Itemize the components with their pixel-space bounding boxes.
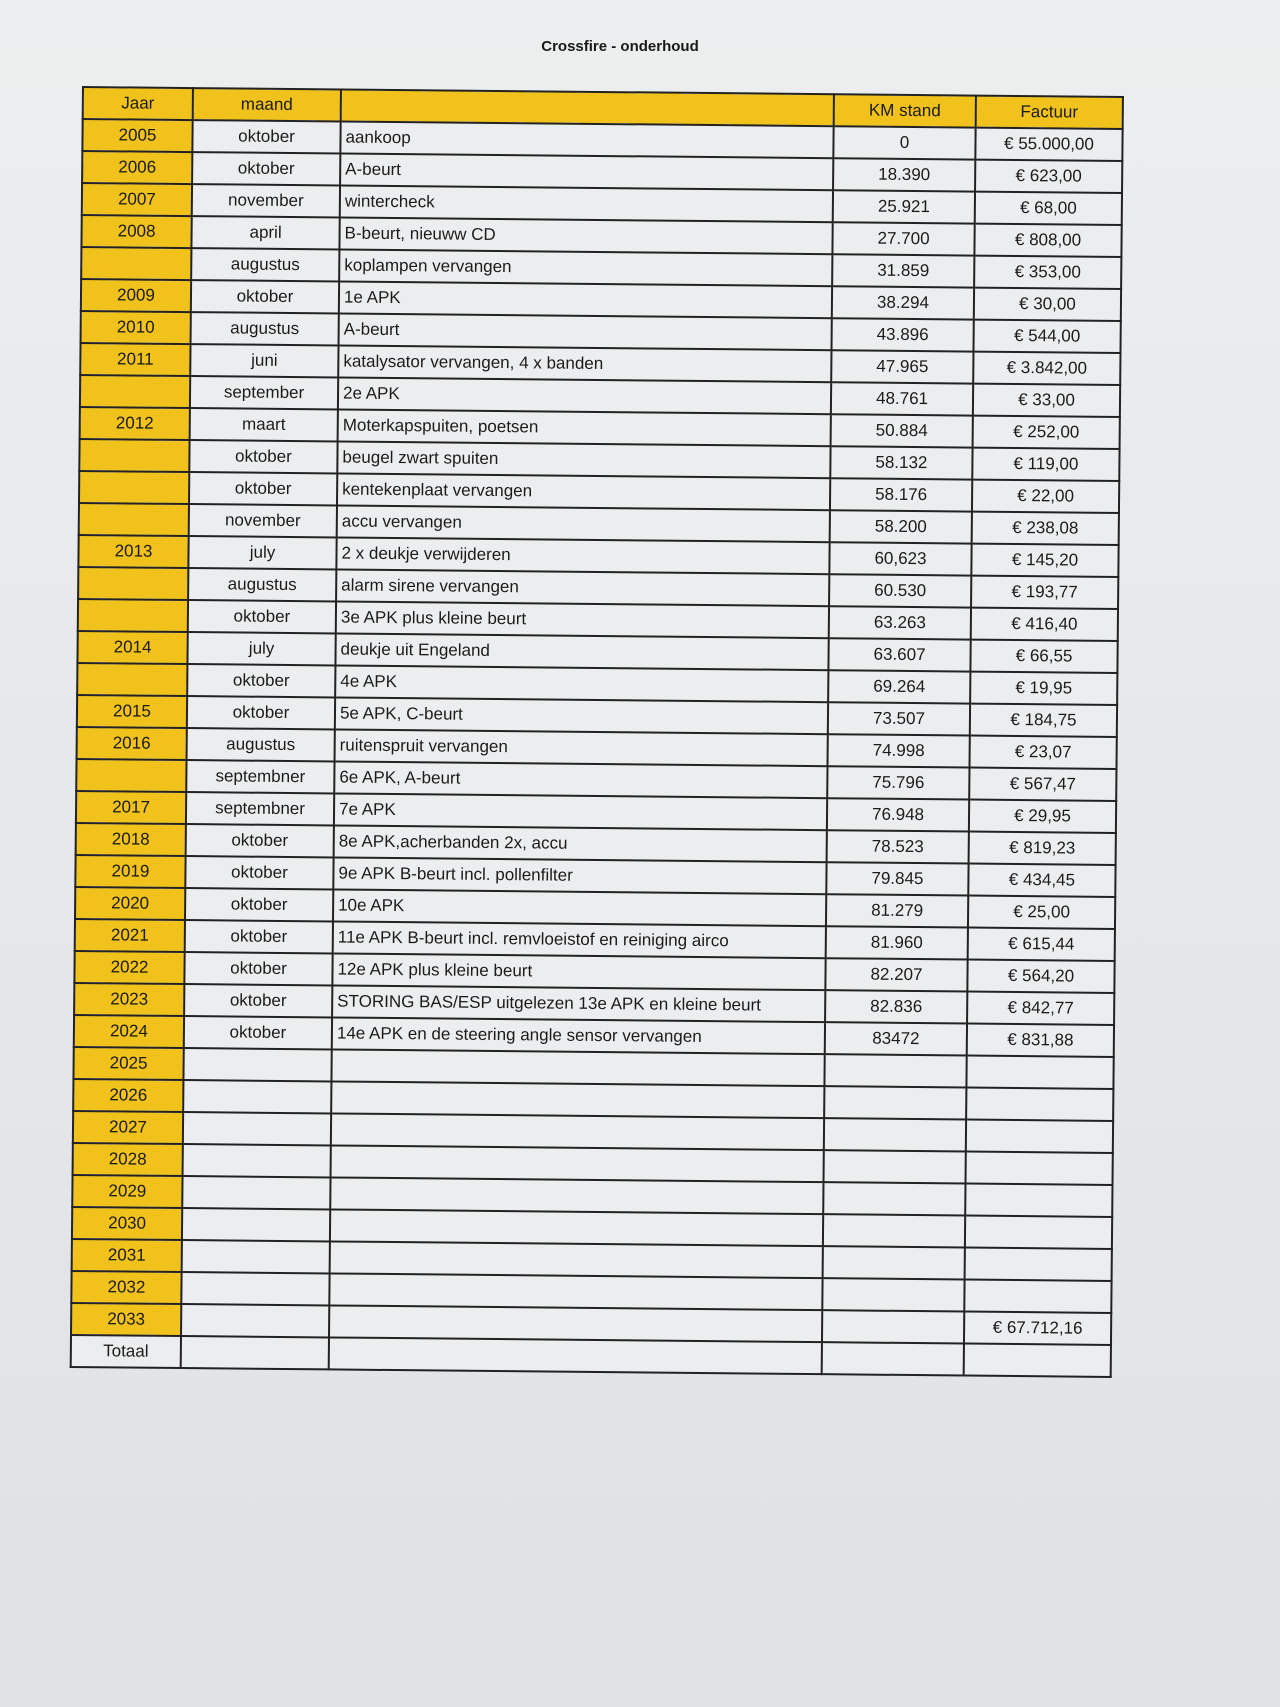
cell-km [824, 1054, 966, 1087]
cell-invoice: € 55.000,00 [975, 128, 1122, 161]
header-year: Jaar [83, 87, 193, 120]
cell-description: 10e APK [333, 889, 826, 926]
maintenance-table [70, 86, 1124, 1378]
cell-km: 43.896 [831, 318, 973, 351]
cell-month: november [189, 504, 337, 537]
cell-invoice: € 193,77 [971, 576, 1118, 609]
cell-month: juni [190, 344, 338, 377]
total-description [329, 1337, 822, 1374]
cell-invoice: € 353,00 [974, 256, 1121, 289]
cell-description: 7e APK [334, 793, 827, 830]
cell-invoice: € 184,75 [970, 704, 1117, 737]
cell-description: beugel zwart spuiten [337, 441, 830, 478]
cell-km: 75.796 [827, 766, 969, 799]
cell-year [79, 471, 189, 504]
cell-year: 2027 [73, 1111, 183, 1144]
total-km [822, 1342, 964, 1375]
cell-km: 25.921 [833, 190, 975, 223]
cell-invoice: € 66,55 [970, 640, 1117, 673]
cell-km: 58.200 [830, 510, 972, 543]
cell-year: 2024 [74, 1015, 184, 1048]
header-km: KM stand [834, 94, 976, 127]
cell-description [329, 1305, 822, 1342]
cell-invoice: € 33,00 [973, 384, 1120, 417]
cell-year: 2020 [75, 887, 185, 920]
cell-description: kentekenplaat vervangen [337, 473, 830, 510]
cell-month: oktober [184, 984, 332, 1017]
cell-year: 2006 [82, 151, 192, 184]
cell-month: oktober [191, 280, 339, 313]
cell-description: 12e APK plus kleine beurt [332, 953, 825, 990]
total-invoice [964, 1344, 1111, 1377]
cell-description: accu vervangen [337, 505, 830, 542]
cell-invoice [966, 1120, 1113, 1153]
cell-invoice: € 23,07 [969, 736, 1116, 769]
cell-invoice: € 238,08 [972, 512, 1119, 545]
cell-km: 47.965 [831, 350, 973, 383]
cell-km [823, 1182, 965, 1215]
cell-month: april [191, 216, 339, 249]
cell-month: oktober [188, 600, 336, 633]
cell-month: oktober [184, 952, 332, 985]
cell-month: augustus [188, 568, 336, 601]
cell-year: 2011 [80, 343, 190, 376]
cell-year: 2005 [82, 119, 192, 152]
cell-year: 2009 [81, 279, 191, 312]
cell-km: 82.207 [825, 958, 967, 991]
cell-month: augustus [191, 312, 339, 345]
cell-km: 73.507 [828, 702, 970, 735]
cell-invoice: € 842,77 [967, 992, 1114, 1025]
cell-month [183, 1112, 331, 1145]
cell-invoice: € 30,00 [974, 288, 1121, 321]
cell-km: 50.884 [831, 414, 973, 447]
cell-description: 2 x deukje verwijderen [336, 537, 829, 574]
cell-km: 78.523 [827, 830, 969, 863]
cell-invoice: € 29,95 [969, 800, 1116, 833]
cell-description: 8e APK,acherbanden 2x, accu [334, 825, 827, 862]
cell-year [79, 503, 189, 536]
cell-year: 2022 [74, 951, 184, 984]
total-label: Totaal [71, 1335, 181, 1368]
cell-description [331, 1113, 824, 1150]
cell-invoice: € 145,20 [971, 544, 1118, 577]
cell-month [182, 1176, 330, 1209]
cell-invoice: € 119,00 [972, 448, 1119, 481]
cell-description [331, 1145, 824, 1182]
cell-month: july [187, 632, 335, 665]
cell-year: 2030 [72, 1207, 182, 1240]
cell-km: 48.761 [831, 382, 973, 415]
cell-km: 74.998 [828, 734, 970, 767]
cell-year: 2025 [73, 1047, 183, 1080]
header-description [341, 89, 834, 126]
cell-invoice: € 544,00 [973, 320, 1120, 353]
cell-description [330, 1177, 823, 1214]
cell-description: aankoop [340, 121, 833, 158]
cell-year: 2008 [81, 215, 191, 248]
document-title: Crossfire - onderhoud [541, 38, 699, 55]
cell-year: 2021 [75, 919, 185, 952]
cell-year: 2033 [71, 1303, 181, 1336]
cell-year: 2012 [80, 407, 190, 440]
cell-invoice: € 623,00 [975, 160, 1122, 193]
cell-month [181, 1304, 329, 1337]
cell-month: septembner [186, 760, 334, 793]
cell-invoice [965, 1216, 1112, 1249]
cell-invoice [965, 1184, 1112, 1217]
cell-invoice: € 615,44 [968, 928, 1115, 961]
cell-year: 2019 [75, 855, 185, 888]
maintenance-table-wrapper [70, 86, 1122, 1378]
cell-invoice: € 808,00 [974, 224, 1121, 257]
cell-month [181, 1272, 329, 1305]
cell-invoice [966, 1056, 1113, 1089]
cell-km: 0 [833, 126, 975, 159]
cell-description: wintercheck [340, 185, 833, 222]
cell-month: oktober [185, 856, 333, 889]
header-invoice: Factuur [976, 96, 1123, 129]
cell-year: 2015 [77, 695, 187, 728]
cell-month [183, 1144, 331, 1177]
table-body [71, 119, 1123, 1377]
cell-month: oktober [185, 888, 333, 921]
cell-month: septembner [186, 792, 334, 825]
cell-invoice: € 67.712,16 [964, 1312, 1111, 1345]
cell-month: oktober [184, 1016, 332, 1049]
cell-description: 3e APK plus kleine beurt [336, 601, 829, 638]
cell-year: 2029 [72, 1175, 182, 1208]
cell-km: 27.700 [832, 222, 974, 255]
cell-km: 58.132 [830, 446, 972, 479]
cell-year: 2031 [72, 1239, 182, 1272]
cell-km [822, 1310, 964, 1343]
cell-description: 4e APK [335, 665, 828, 702]
cell-description: alarm sirene vervangen [336, 569, 829, 606]
cell-year: 2013 [78, 535, 188, 568]
cell-km [823, 1214, 965, 1247]
cell-month: november [192, 184, 340, 217]
cell-km: 18.390 [833, 158, 975, 191]
cell-invoice: € 252,00 [973, 416, 1120, 449]
cell-description: Moterkapspuiten, poetsen [338, 409, 831, 446]
cell-year: 2017 [76, 791, 186, 824]
cell-description: B-beurt, nieuww CD [339, 217, 832, 254]
cell-year: 2028 [73, 1143, 183, 1176]
cell-description: 9e APK B-beurt incl. pollenfilter [333, 857, 826, 894]
cell-invoice [966, 1088, 1113, 1121]
cell-year [81, 247, 191, 280]
cell-km: 63.607 [828, 638, 970, 671]
cell-description: katalysator vervangen, 4 x banden [338, 345, 831, 382]
cell-year [79, 439, 189, 472]
cell-year: 2016 [77, 727, 187, 760]
cell-description: deukje uit Engeland [335, 633, 828, 670]
cell-year [77, 663, 187, 696]
cell-invoice: € 22,00 [972, 480, 1119, 513]
cell-km [824, 1150, 966, 1183]
cell-description: koplampen vervangen [339, 249, 832, 286]
cell-km: 63.263 [829, 606, 971, 639]
cell-month: oktober [189, 472, 337, 505]
cell-km: 76.948 [827, 798, 969, 831]
cell-year [78, 599, 188, 632]
cell-km: 83472 [825, 1022, 967, 1055]
cell-month: augustus [191, 248, 339, 281]
cell-km: 79.845 [826, 862, 968, 895]
cell-invoice [965, 1248, 1112, 1281]
cell-invoice [964, 1280, 1111, 1313]
cell-invoice: € 434,45 [968, 864, 1115, 897]
cell-year: 2007 [82, 183, 192, 216]
cell-month: oktober [186, 824, 334, 857]
cell-km: 31.859 [832, 254, 974, 287]
cell-invoice: € 567,47 [969, 768, 1116, 801]
cell-month [182, 1240, 330, 1273]
cell-km: 38.294 [832, 286, 974, 319]
cell-description: ruitenspruit vervangen [335, 729, 828, 766]
cell-description: 5e APK, C-beurt [335, 697, 828, 734]
cell-month [183, 1048, 331, 1081]
cell-description [329, 1273, 822, 1310]
cell-description [330, 1241, 823, 1278]
cell-month: oktober [187, 696, 335, 729]
cell-km: 82.836 [825, 990, 967, 1023]
cell-description: 2e APK [338, 377, 831, 414]
cell-km: 58.176 [830, 478, 972, 511]
cell-description: 6e APK, A-beurt [334, 761, 827, 798]
cell-km [824, 1118, 966, 1151]
cell-km [822, 1278, 964, 1311]
cell-description [331, 1081, 824, 1118]
cell-year: 2032 [71, 1271, 181, 1304]
cell-invoice: € 68,00 [975, 192, 1122, 225]
cell-km [823, 1246, 965, 1279]
cell-month: maart [190, 408, 338, 441]
cell-month: augustus [187, 728, 335, 761]
cell-invoice: € 25,00 [968, 896, 1115, 929]
cell-description: 14e APK en de steering angle sensor vervangen [332, 1017, 825, 1054]
cell-year: 2026 [73, 1079, 183, 1112]
total-month [181, 1336, 329, 1369]
cell-description: STORING BAS/ESP uitgelezen 13e APK en kleine beurt [332, 985, 825, 1022]
cell-km: 81.960 [826, 926, 968, 959]
cell-year: 2010 [81, 311, 191, 344]
cell-year: 2023 [74, 983, 184, 1016]
cell-invoice: € 564,20 [967, 960, 1114, 993]
cell-km: 69.264 [828, 670, 970, 703]
cell-year: 2014 [77, 631, 187, 664]
cell-description: A-beurt [339, 313, 832, 350]
cell-km: 60,623 [829, 542, 971, 575]
cell-invoice: € 19,95 [970, 672, 1117, 705]
cell-month: oktober [192, 152, 340, 185]
cell-month: oktober [185, 920, 333, 953]
cell-month [183, 1080, 331, 1113]
cell-km: 81.279 [826, 894, 968, 927]
cell-invoice [966, 1152, 1113, 1185]
cell-year [80, 375, 190, 408]
cell-year [78, 567, 188, 600]
cell-invoice: € 819,23 [969, 832, 1116, 865]
cell-km: 60.530 [829, 574, 971, 607]
cell-year: 2018 [76, 823, 186, 856]
cell-invoice: € 831,88 [967, 1024, 1114, 1057]
cell-description [331, 1049, 824, 1086]
cell-month: september [190, 376, 338, 409]
cell-month: oktober [187, 664, 335, 697]
cell-description: 1e APK [339, 281, 832, 318]
header-month: maand [193, 88, 341, 121]
cell-invoice: € 416,40 [971, 608, 1118, 641]
cell-description: A-beurt [340, 153, 833, 190]
cell-description [330, 1209, 823, 1246]
cell-km [824, 1086, 966, 1119]
cell-month: july [188, 536, 336, 569]
cell-month [182, 1208, 330, 1241]
cell-month: oktober [192, 120, 340, 153]
cell-description: 11e APK B-beurt incl. remvloeistof en reiniging airco [333, 921, 826, 958]
cell-invoice: € 3.842,00 [973, 352, 1120, 385]
cell-month: oktober [189, 440, 337, 473]
cell-year [76, 759, 186, 792]
